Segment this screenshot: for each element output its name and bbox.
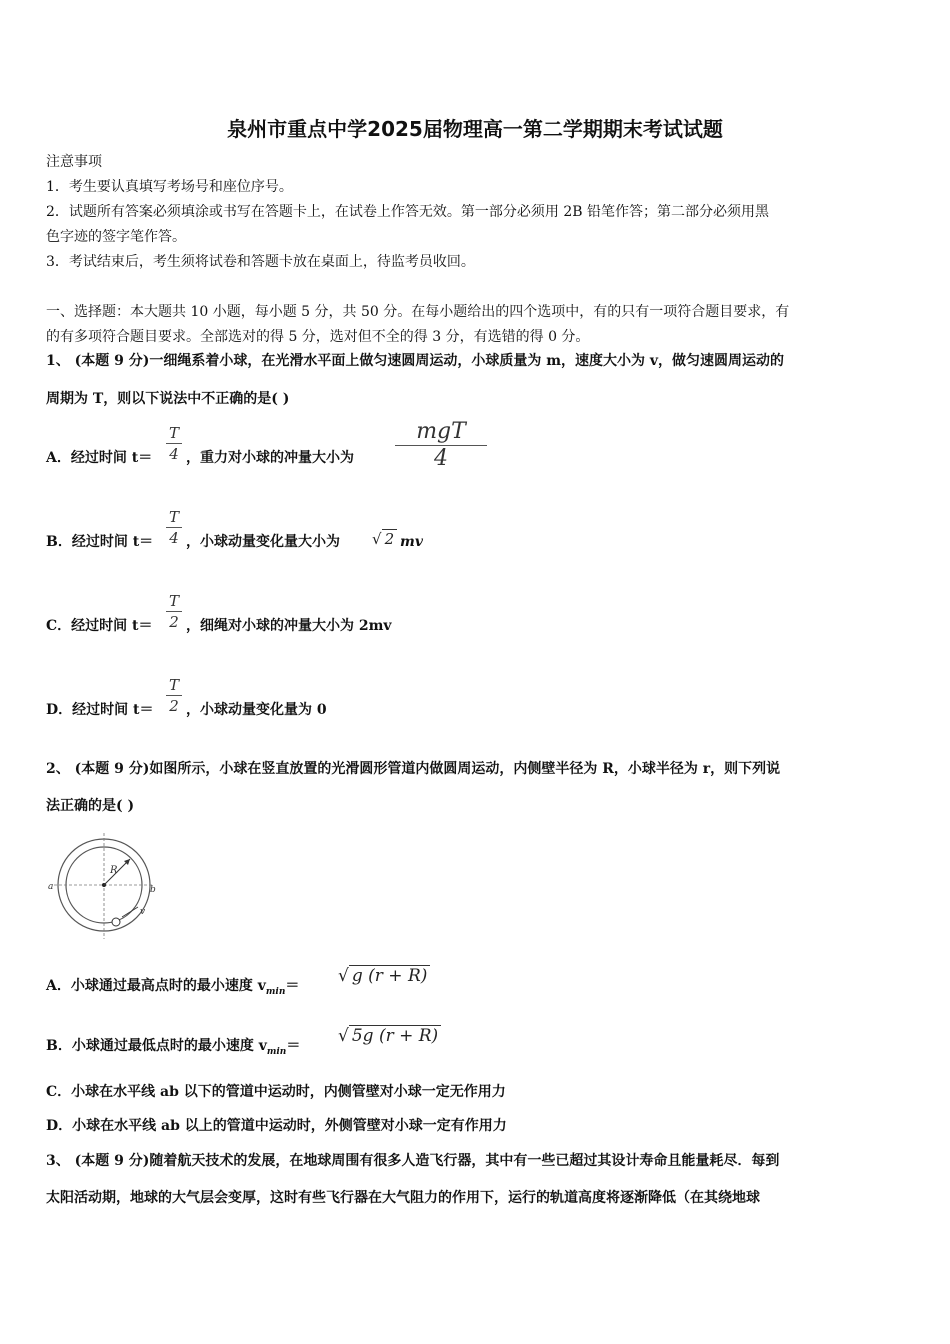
velocity-arrow — [122, 907, 138, 917]
label-b: b — [150, 885, 156, 895]
section-instructions: 一、选择题：本大题共 10 小题，每小题 5 分，共 50 分。在每小题给出的四个选项中，有的只有一项符合题目要求，有 — [46, 304, 790, 320]
notice-item: 1．考生要认真填写考场号和座位序号。 — [46, 179, 293, 195]
label-a: a — [48, 882, 54, 892]
q2-option-a: A．小球通过最高点时的最小速度 $v_{min}=$ — [46, 978, 300, 997]
fraction-t-over-2: T 2 — [166, 592, 182, 631]
fraction-mgt-over-4: mgT 4 — [395, 420, 487, 471]
option-c-lead: C．经过时间 t＝ — [46, 618, 153, 634]
q2-option-b: B．小球通过最低点时的最小速度 $v_{min}=$ — [46, 1038, 301, 1057]
option-c-tail: ，细绳对小球的冲量大小为 2mv — [186, 618, 392, 634]
question-3-stem: 太阳活动期，地球的大气层会变厚，这时有些飞行器在大气阻力的作用下，运行的轨道高度将逐渐降低（在其绕地球 — [46, 1190, 760, 1206]
fraction-t-over-4: T 4 — [166, 508, 182, 547]
circular-pipe-figure — [46, 833, 162, 941]
section-instructions: 的有多项符合题目要求。全部选对的得 5 分，选对但不全的得 3 分，有选错的得 0 分。 — [46, 329, 590, 345]
small-ball — [112, 918, 120, 926]
option-b-lead: B．经过时间 t＝ — [46, 534, 154, 550]
fraction-t-over-4: T 4 — [166, 424, 182, 463]
option-b-mv: mv — [400, 534, 423, 550]
question-1-stem: 1、 (本题 9 分)一细绳系着小球，在光滑水平面上做匀速圆周运动，小球质量为 m，速度大小为 v，做匀速圆周运动的 — [46, 353, 785, 369]
question-2-stem: 2、 (本题 9 分)如图所示，小球在竖直放置的光滑圆形管道内做圆周运动，内侧壁半径为 R，小球半径为 r，则下列说 — [46, 761, 781, 777]
option-a-lead: A．经过时间 t＝ — [46, 450, 153, 466]
sqrt-expression: √ g (r + R) — [338, 966, 430, 986]
notice-heading: 注意事项 — [46, 154, 102, 170]
question-2-stem: 法正确的是( ) — [46, 798, 135, 814]
notice-item: 3．考试结束后，考生须将试卷和答题卡放在桌面上，待监考员收回。 — [46, 254, 475, 270]
q2-option-d: D．小球在水平线 ab 以上的管道中运动时，外侧管壁对小球一定有作用力 — [46, 1118, 507, 1134]
page-title: 泉州市重点中学2025届物理高一第二学期期末考试试题 — [227, 117, 723, 141]
option-b-tail: ，小球动量变化量大小为 — [186, 534, 340, 550]
notice-item: 色字迹的签字笔作答。 — [46, 229, 186, 245]
option-a-tail: ，重力对小球的冲量大小为 — [186, 450, 354, 466]
fraction-t-over-2: T 2 — [166, 676, 182, 715]
notice-item: 2．试题所有答案必须填涂或书写在答题卡上，在试卷上作答无效。第一部分必须用 2B 铅笔作答；第二部分必须用黑 — [46, 204, 769, 220]
label-v: v — [140, 907, 146, 917]
sqrt-expression: √ 5g (r + R) — [338, 1026, 441, 1046]
q2-option-c: C．小球在水平线 ab 以下的管道中运动时，内侧管壁对小球一定无作用力 — [46, 1084, 506, 1100]
question-3-stem: 3、 (本题 9 分)随着航天技术的发展，在地球周围有很多人造飞行器，其中有一些已超过其设计寿命且能量耗尽．每到 — [46, 1153, 780, 1169]
option-d-tail: ，小球动量变化量为 0 — [186, 702, 327, 718]
sqrt-expression: √ 2 — [372, 530, 397, 548]
label-R: R — [110, 865, 118, 876]
question-1-stem: 周期为 T，则以下说法中不正确的是( ) — [46, 391, 290, 407]
option-d-lead: D．经过时间 t＝ — [46, 702, 154, 718]
